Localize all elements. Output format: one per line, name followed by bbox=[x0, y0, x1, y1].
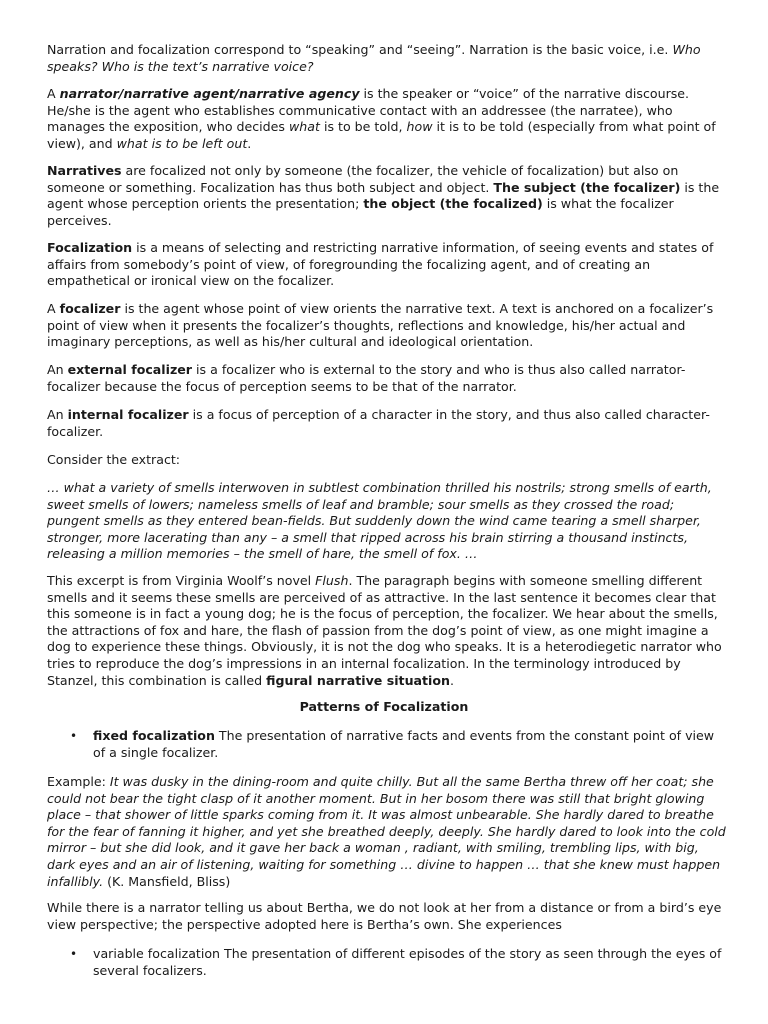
text-run: is what the focalizer perceives. bbox=[47, 196, 674, 228]
text-run: is to be told, bbox=[319, 119, 407, 135]
text-run: This excerpt is from Virginia Woolf’s novel bbox=[47, 573, 316, 588]
italic-text: Flush bbox=[315, 573, 349, 588]
text-run: is the agent whose perception orients the presentation; bbox=[47, 179, 720, 212]
italic-text: It was dusky in the dining-room and quite chilly. But all the same Bertha threw off her coat; she could not bear the tight clasp of it another moment. But in her bosom there was still that bright glowing place – that shower of little sparks coming from it. It was almost unbearable. She hardly dared to breathe for the fear of fanning it higher, and yet she breathed deeply, deeply. She hardly dared to look into the cold mirror – but she did look, and it gave her back a woman , radiant, with smiling, trembling lips, with big, dark eyes and an air of listening, waiting for something … divine to happen … that she knew must happen infallibly. bbox=[47, 774, 726, 889]
paragraph-flush-analysis bbox=[47, 573, 727, 689]
text-run: While there is a narrator telling us about Bertha, we do not look at her from a distance or from a bird’s eye view perspective; the perspective adopted here is Bertha’s own. She experiences bbox=[47, 900, 722, 932]
text-run: is the speaker or “voice” of the narrative discourse. He/she is the agent who establishes communicative contact with an addressee (the narratee), who manages the exposition, who decides bbox=[47, 86, 690, 135]
text-run: is a means of selecting and restricting narrative information, of seeing events and states of affairs from somebody’s point of view, of foregrounding the focalizing agent, and of creating an empathetical or ironical view on the focalizer. bbox=[47, 240, 714, 289]
text-run: are focalized not only by someone (the focalizer, the vehicle of focalization) but also on someone or something. Focalization has thus both subject and object. bbox=[47, 163, 679, 195]
text-run: . The paragraph begins with someone smelling different smells and it seems these smells are perceived of as attractive. In the last sentence it becomes clear that this someone is in fact a young dog; he is the focus of perception, the focalizer. We hear about the smells, the attractions of fox and hare, the flash of passion from the dog’s point of view, as one might imagine a dog to experience these things. Obviously, it is not the dog who speaks. It is a heterodiegetic narrator who tries to reproduce the dog’s impressions in an internal focalization. In the terminology introduced by Stanzel, this combination is called bbox=[47, 573, 722, 688]
italic-text: … what a variety of smells interwoven in subtlest combination thrilled his nostrils; strong smells of earth, sweet smells of lowers; nameless smells of leaf and bramble; sour smells as they crossed the road; pungent smells as they entered bean-fields. But suddenly down the wind came tearing a smell sharper, stronger, more lacerating than any – a smell that ripped across his brain stirring a thousand instincts, releasing a million memories – the smell of hare, the smell of fox. … bbox=[47, 480, 712, 562]
bold-term: external focalizer bbox=[67, 362, 193, 377]
paragraph-bliss-example bbox=[47, 774, 727, 890]
section-heading: Patterns of Focalization bbox=[299, 699, 469, 714]
text-run: Narration and focalization correspond to “speaking” and “seeing”. Narration is the basic voice, i.e. bbox=[47, 42, 673, 57]
paragraph-bertha-analysis bbox=[47, 900, 727, 933]
text-run: Example: bbox=[47, 774, 110, 789]
text-run: . bbox=[247, 135, 252, 151]
text-run: is the agent whose point of view orients the narrative text. A text is anchored on a focalizer’s point of view when it presents the focalizer’s thoughts, reflections and knowledge, his/her actual and imaginary perceptions, as well as his/her cultural and ideological orientation. bbox=[47, 301, 714, 350]
italic-text: how bbox=[406, 119, 433, 135]
bullet-marker: • bbox=[70, 947, 78, 961]
text-run: is a focalizer who is external to the story and who is thus also called narrator-focalizer because the focus of perception seems to be that of the narrator. bbox=[47, 362, 686, 394]
text-run: A bbox=[47, 301, 60, 316]
paragraph-external-focalizer bbox=[47, 362, 727, 395]
text-run: is a focus of perception of a character in the story, and thus also called character-focalizer. bbox=[47, 407, 710, 439]
text-run: The presentation of narrative facts and events from the constant point of view of a single focalizer. bbox=[93, 728, 715, 760]
paragraph-narration-definition bbox=[47, 42, 727, 75]
text-run: An bbox=[47, 362, 68, 377]
text-run: A bbox=[47, 86, 60, 101]
quote-flush-extract bbox=[47, 480, 727, 563]
italic-text: Who speaks? Who is the text’s narrative voice? bbox=[47, 42, 701, 74]
bold-term: figural narrative situation bbox=[266, 672, 450, 688]
text-run: An bbox=[47, 407, 68, 422]
bold-term: The subject (the focalizer) bbox=[493, 179, 681, 195]
italic-text: what bbox=[289, 119, 320, 135]
bold-term: narrator/narrative agent/narrative agency bbox=[59, 86, 360, 101]
bold-term: internal focalizer bbox=[67, 407, 189, 422]
bullet-marker: • bbox=[70, 729, 78, 743]
bold-term: fixed focalization bbox=[93, 728, 215, 743]
paragraph-focalization bbox=[47, 240, 727, 290]
text-run: Consider the extract: bbox=[47, 452, 181, 467]
paragraph-narratives bbox=[47, 163, 727, 229]
text-run: variable focalization The presentation of different episodes of the story as seen through the eyes of several focalizers. bbox=[93, 946, 722, 978]
bold-term: the object (the focalized) bbox=[363, 196, 543, 212]
paragraph-focalizer bbox=[47, 301, 727, 351]
list-item-variable-focalization bbox=[93, 946, 727, 979]
text-run: . bbox=[450, 672, 455, 688]
bold-term: focalizer bbox=[59, 301, 121, 316]
italic-text: what is to be left out bbox=[116, 135, 248, 151]
text-run: it is to be told (especially from what point of view), and bbox=[47, 119, 716, 151]
bold-term: Focalization bbox=[47, 240, 133, 255]
list-item-fixed-focalization bbox=[93, 728, 727, 761]
paragraph-internal-focalizer bbox=[47, 407, 727, 440]
bold-term: Narratives bbox=[47, 163, 122, 178]
paragraph-narrator-definition bbox=[47, 86, 727, 152]
text-run: (K. Mansfield, Bliss) bbox=[103, 873, 231, 889]
paragraph-consider-extract bbox=[47, 452, 727, 469]
